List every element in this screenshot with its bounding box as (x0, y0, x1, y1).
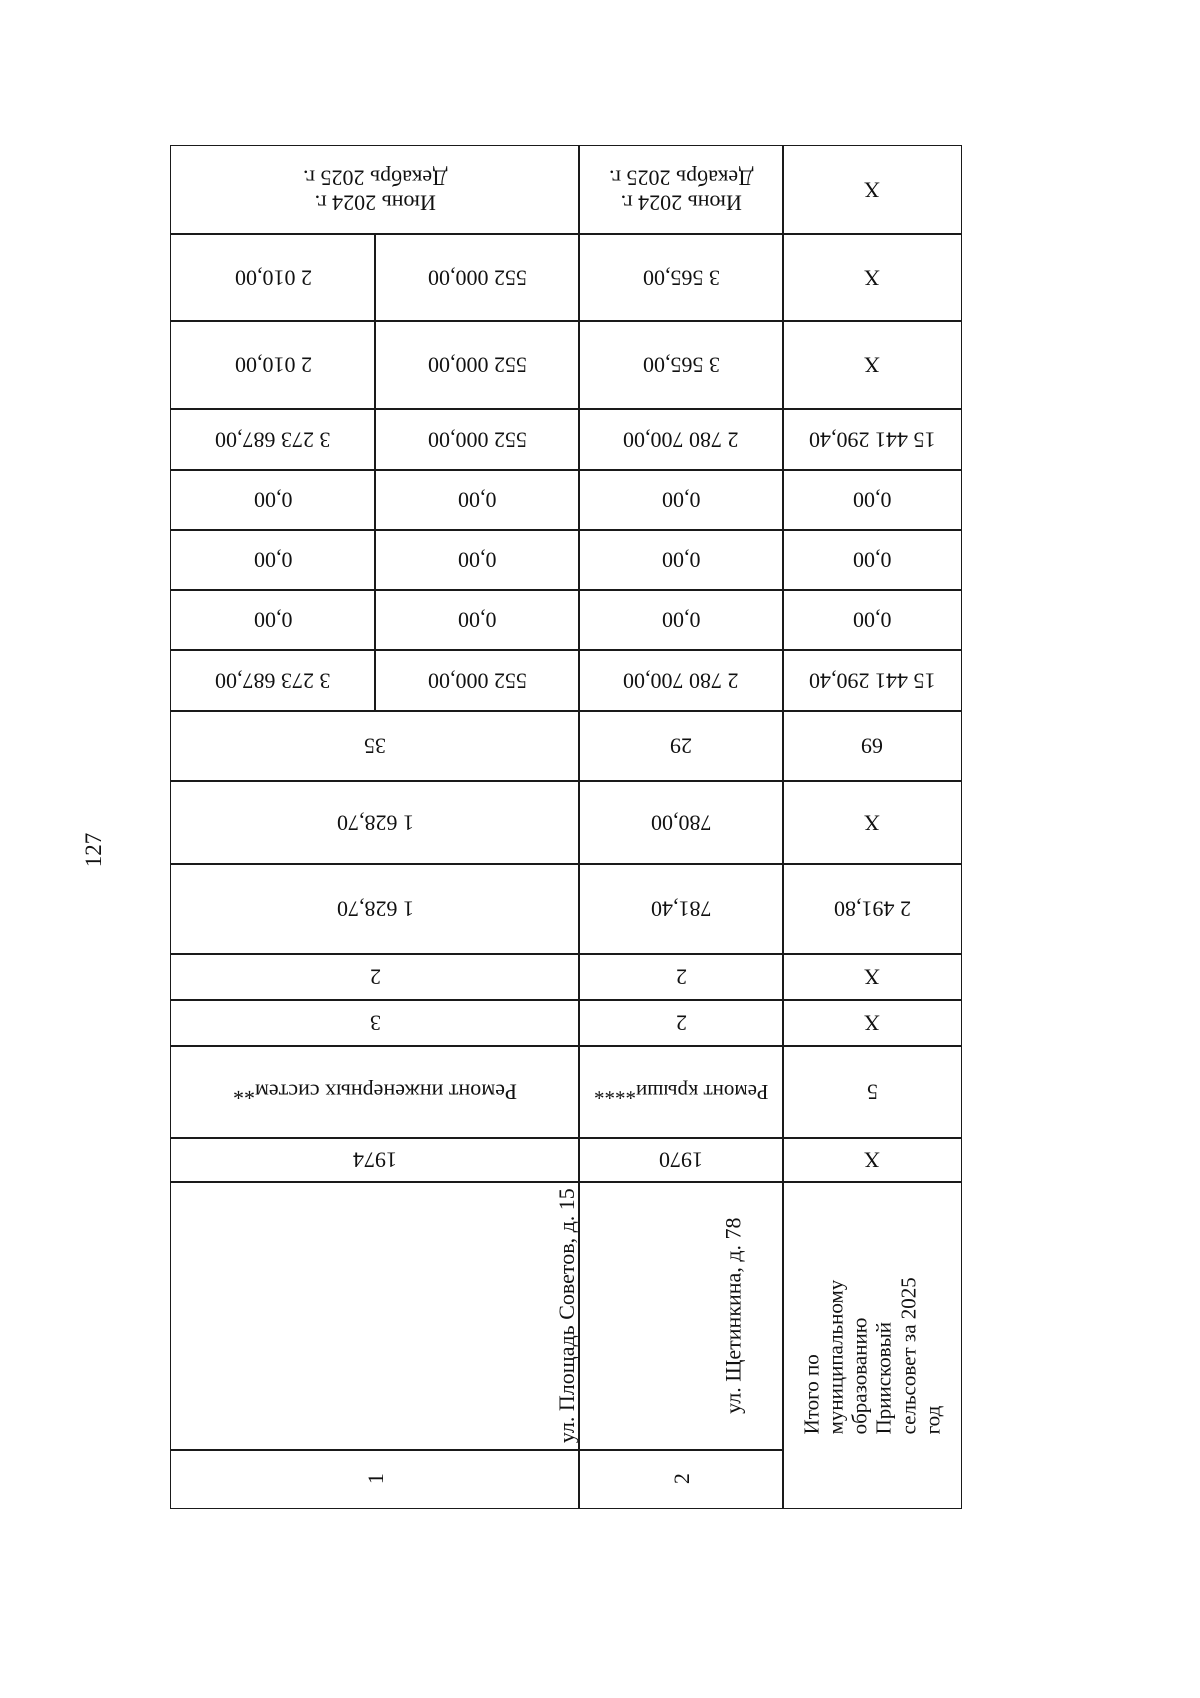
total-cost2: X (782, 320, 962, 410)
total-col-a: X (782, 999, 962, 1047)
page-number: 127 (81, 832, 106, 868)
row2-work: Ремонт крыши**** (578, 1045, 784, 1139)
row1-total2-b: 552 000,00 (374, 408, 580, 471)
total-area2: X (782, 780, 962, 865)
row2-residents: 29 (578, 710, 784, 782)
total-zero1: 0,00 (782, 589, 962, 651)
row1-address: ул. Площадь Советов, д. 15 (170, 1181, 580, 1451)
total-total2: 15 441 290,40 (782, 408, 962, 471)
row1-year: 1974 (170, 1137, 580, 1183)
row1-cost2-b: 552 000,00 (374, 320, 580, 410)
row2-total2: 2 780 700,00 (578, 408, 784, 471)
row1-zero3-b: 0,00 (374, 469, 580, 531)
row1-total2-a: 3 273 687,00 (170, 408, 376, 471)
row1-work: Ремонт инженерных систем** (170, 1045, 580, 1139)
row1-zero2-a: 0,00 (170, 529, 376, 591)
total-period: X (782, 145, 962, 235)
row2-cost2: 3 565,00 (578, 320, 784, 410)
row1-area2: 1 628,70 (170, 780, 580, 865)
row2-zero3: 0,00 (578, 469, 784, 531)
total-zero2: 0,00 (782, 529, 962, 591)
row1-total-b: 552 000,00 (374, 649, 580, 712)
row1-cost2-a: 2 010,00 (170, 320, 376, 410)
row2-col-a: 2 (578, 999, 784, 1047)
row2-zero1: 0,00 (578, 589, 784, 651)
row2-col-b: 2 (578, 953, 784, 1001)
row1-zero1-b: 0,00 (374, 589, 580, 651)
total-residents: 69 (782, 710, 962, 782)
total-cost1: X (782, 233, 962, 322)
row2-total: 2 780 700,00 (578, 649, 784, 712)
total-year: X (782, 1137, 962, 1183)
row1-total-a: 3 273 687,00 (170, 649, 376, 712)
total-work: 5 (782, 1045, 962, 1139)
total-label: Итого по муниципальному образованию Приисковый сельсовет за 2025 год (782, 1181, 962, 1509)
row1-cost1-a: 2 010,00 (170, 233, 376, 322)
row2-zero2: 0,00 (578, 529, 784, 591)
row1-zero1-a: 0,00 (170, 589, 376, 651)
row1-cost1-b: 552 000,00 (374, 233, 580, 322)
total-zero3: 0,00 (782, 469, 962, 531)
row2-address: ул. Щетинкина, д. 78 (578, 1181, 784, 1451)
row1-area1: 1 628,70 (170, 863, 580, 955)
row1-index: 1 (170, 1449, 580, 1509)
row1-zero3-a: 0,00 (170, 469, 376, 531)
row1-residents: 35 (170, 710, 580, 782)
row1-col-a: 3 (170, 999, 580, 1047)
data-table (170, 145, 1040, 1605)
row1-zero2-b: 0,00 (374, 529, 580, 591)
row2-cost1: 3 565,00 (578, 233, 784, 322)
row1-period: Июнь 2024 г. Декабрь 2025 г. (170, 145, 580, 235)
row2-year: 1970 (578, 1137, 784, 1183)
row2-index: 2 (578, 1449, 784, 1509)
total-total: 15 441 290,40 (782, 649, 962, 712)
row1-col-b: 2 (170, 953, 580, 1001)
row2-area2: 780,00 (578, 780, 784, 865)
row2-period: Июнь 2024 г. Декабрь 2025 г. (578, 145, 784, 235)
total-col-b: X (782, 953, 962, 1001)
total-area1: 2 491,80 (782, 863, 962, 955)
row2-area1: 781,40 (578, 863, 784, 955)
